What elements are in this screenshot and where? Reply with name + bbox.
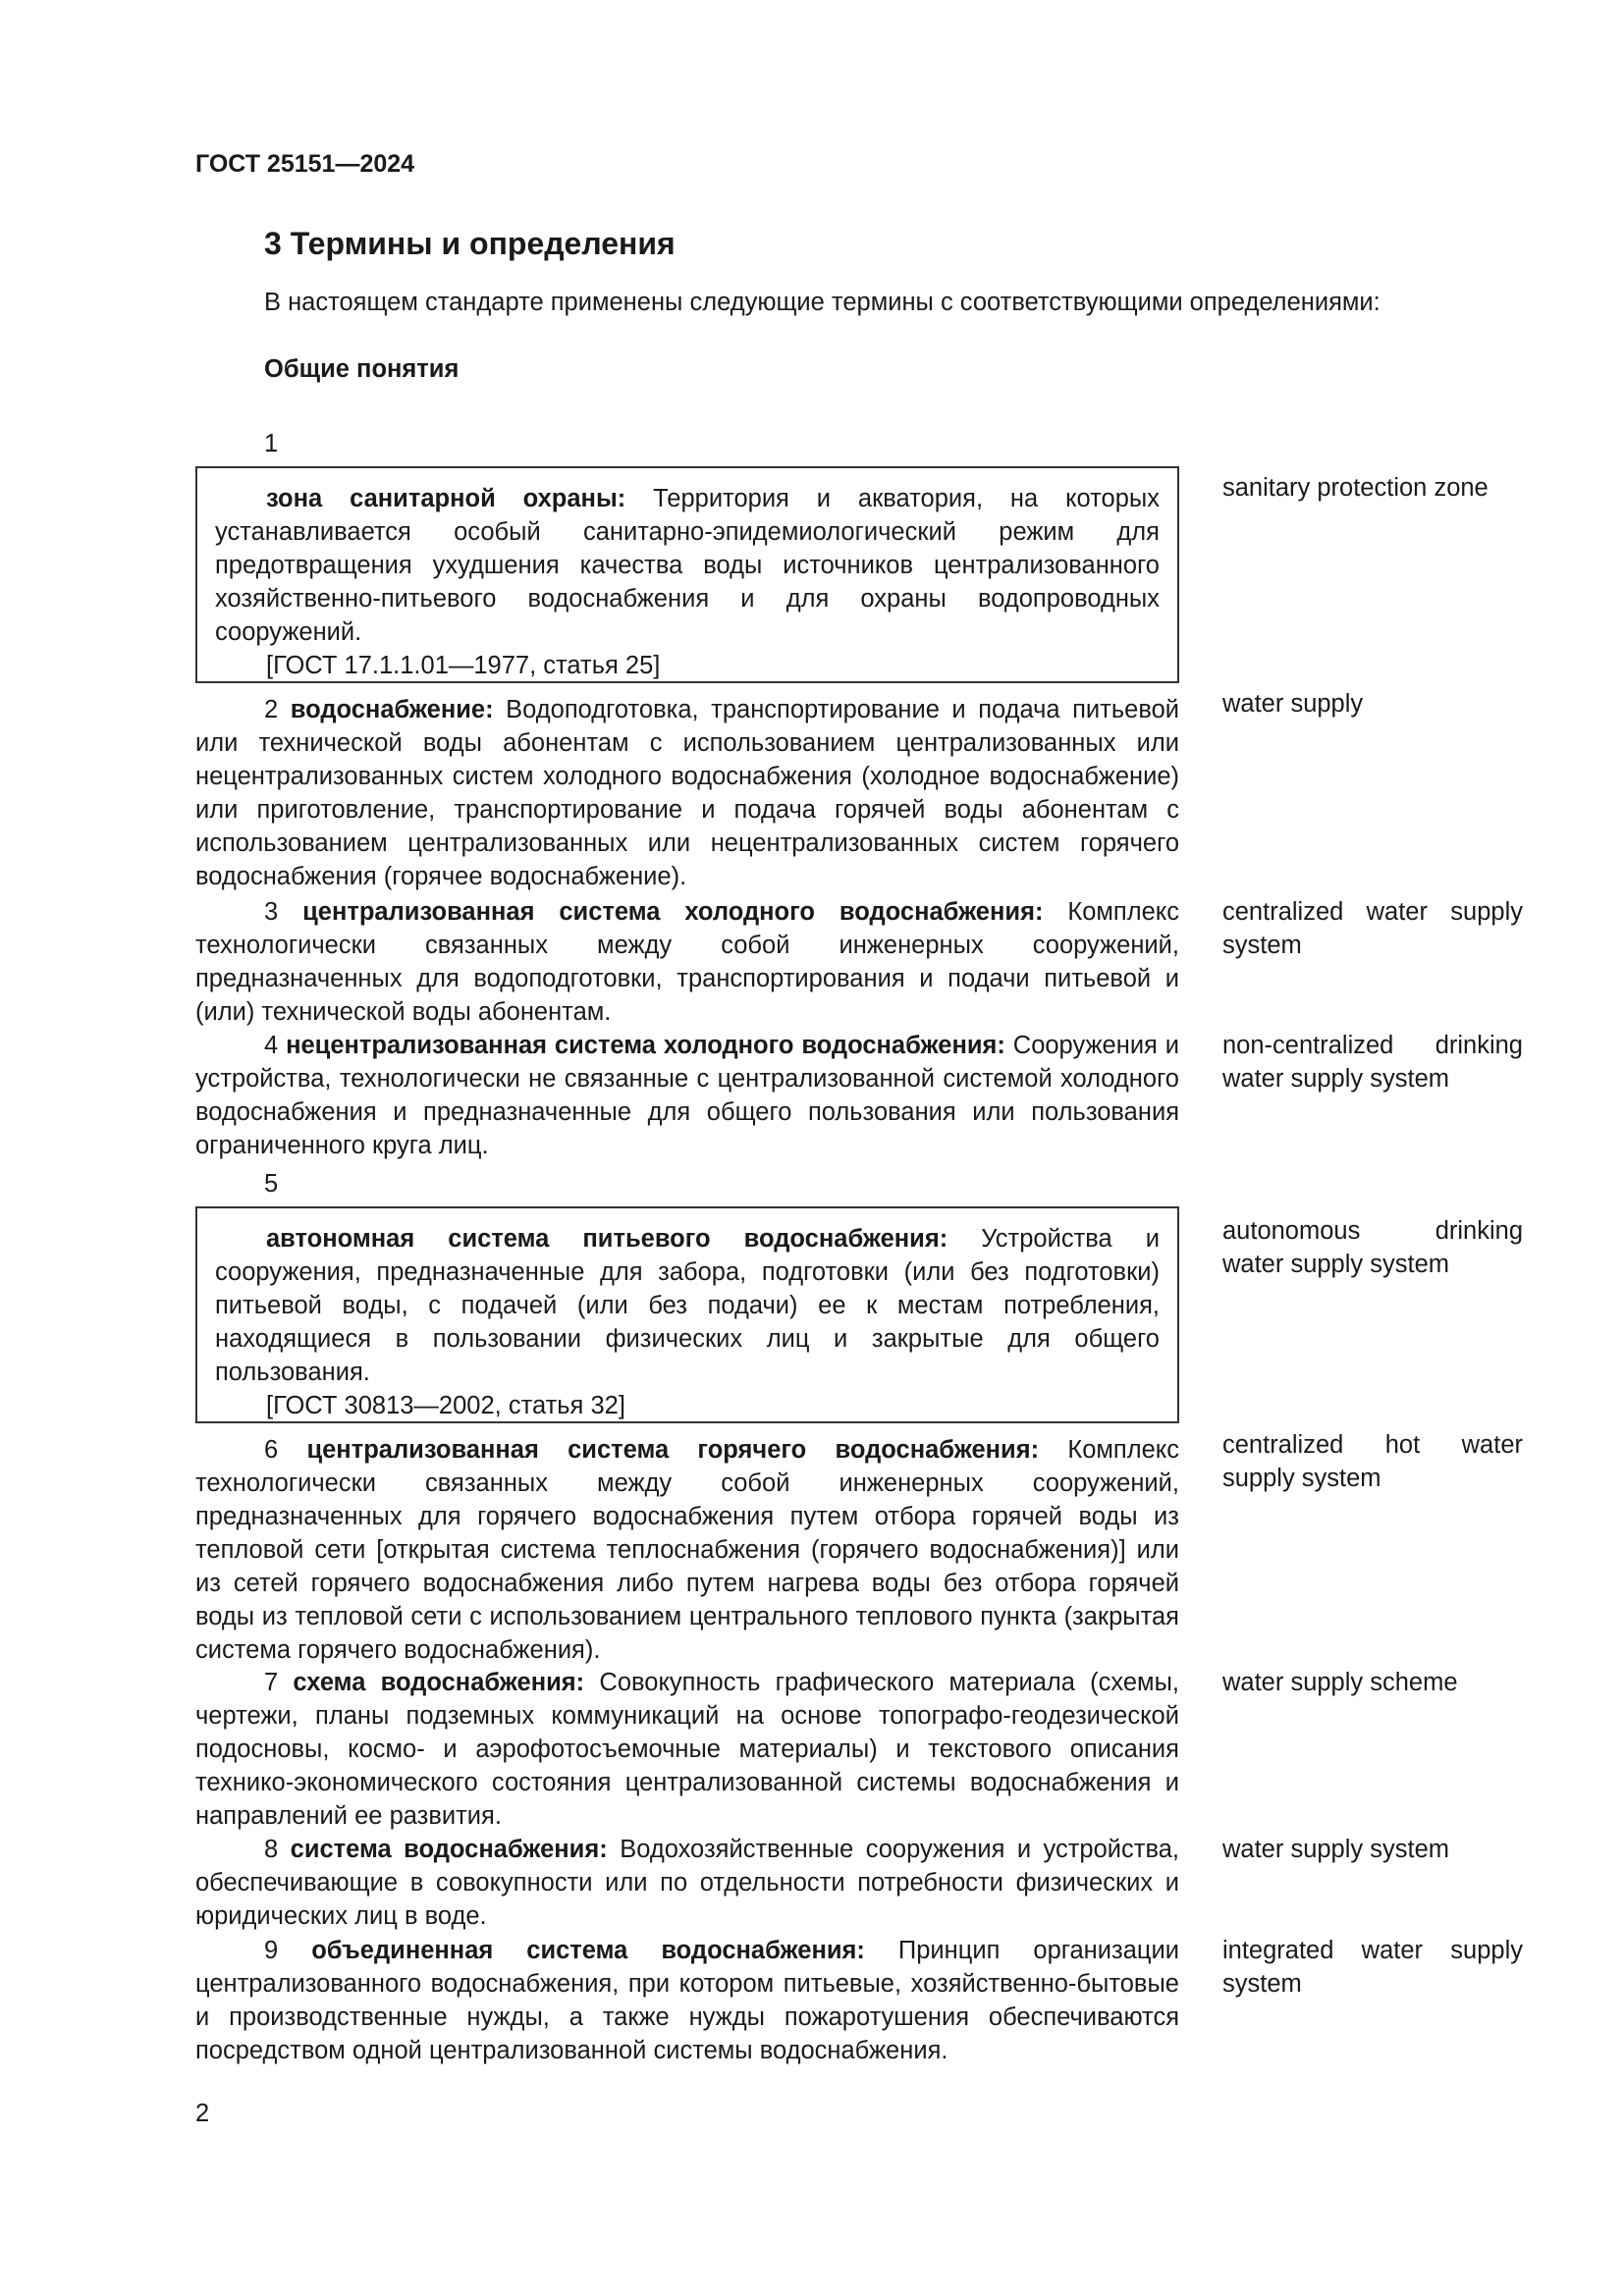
term-english: centralized water supply system <box>1222 898 1523 959</box>
term-english: sanitary protection zone <box>1222 474 1489 502</box>
term-name: централизованная система холодного водоснабжения: <box>302 898 1044 926</box>
term-box <box>195 466 1179 683</box>
term-entry <box>195 693 1179 893</box>
term-number: 7 <box>264 1669 279 1696</box>
term-number: 8 <box>264 1836 279 1863</box>
subheading: Общие понятия <box>264 355 460 383</box>
term-definition: Водохозяйственные сооружения и устройства, обеспечивающие в совокупности или по отдельности потребности физических и юридических лиц в воде. <box>195 1836 1179 1930</box>
term-definition: Устройства и сооружения, предназначенные для забора, подготовки (или без подготовки) питьевой воды, с подачей (или без подачи) ее к местам потребления, находящиеся в пользовании физических лиц и закрытые для общего пользования. <box>215 1225 1160 1386</box>
term-name: автономная система питьевого водоснабжения: <box>266 1225 948 1253</box>
term-definition: Комплекс технологически связанных между собой инженерных сооружений, предназначенных для горячего водоснабжения путем отбора горячей воды из тепловой сети [открытая система теплоснабжения (горячего водоснабжения)] или из сетей горячего водоснабжения либо путем нагрева воды без отбора горячей воды из тепловой сети с использованием центрального теплового пункта (закрытая система горячего водоснабжения). <box>195 1436 1179 1664</box>
term-name: нецентрализованная система холодного водоснабжения: <box>286 1032 1005 1059</box>
term-entry <box>195 1934 1179 2067</box>
term-entry <box>195 895 1179 1029</box>
term-english: centralized hot water supply system <box>1222 1431 1523 1492</box>
term-entry <box>195 1029 1179 1162</box>
term-name: зона санитарной охраны: <box>266 485 626 512</box>
term-entry <box>215 482 1160 649</box>
term-english: water supply <box>1222 690 1364 718</box>
term-number: 6 <box>264 1436 279 1464</box>
term-number: 4 <box>264 1032 279 1059</box>
term-number: 2 <box>264 696 279 723</box>
term-entry <box>195 1833 1179 1933</box>
term-definition: Сооружения и устройства, технологически не связанные с централизованной системой холодного водоснабжения и предназначенные для общего пользования или пользования ограниченного круга лиц. <box>195 1032 1179 1159</box>
term-definition: Территория и акватория, на которых устанавливается особый санитарно-эпидемиологический режим для предотвращения ухудшения качества воды источников централизованного хозяйственно-питьевого водоснабжения и для охраны водопроводных сооружений. <box>215 485 1160 646</box>
section-title: 3 Термины и определения <box>264 226 676 261</box>
term-number: 5 <box>264 1170 279 1198</box>
term-english: non-centralized drinking water supply system <box>1222 1032 1523 1093</box>
term-source: [ГОСТ 30813—2002, статья 32] <box>266 1392 625 1419</box>
section-intro: В настоящем стандарте применены следующие термины с соответствующими определениями: <box>264 289 1380 316</box>
term-english: water supply system <box>1222 1836 1449 1863</box>
term-name: схема водоснабжения: <box>293 1669 585 1696</box>
term-english: autonomous drinking water supply system <box>1222 1217 1523 1278</box>
term-number: 1 <box>264 430 279 457</box>
term-name: объединенная система водоснабжения: <box>311 1937 865 1964</box>
term-definition: Принцип организации централизованного водоснабжения, при котором питьевые, хозяйственно-бытовые и производственные нужды, а также нужды пожаротушения обеспечиваются посредством одной централизованной системы водоснабжения. <box>195 1937 1179 2064</box>
term-number: 9 <box>264 1937 279 1964</box>
term-definition: Комплекс технологически связанных между собой инженерных сооружений, предназначенных для водоподготовки, транспортирования и подачи питьевой и (или) технической воды абонентам. <box>195 898 1179 1026</box>
term-english: integrated water supply system <box>1222 1937 1523 1998</box>
term-entry <box>195 1433 1179 1667</box>
term-name: система водоснабжения: <box>290 1836 608 1863</box>
term-source: [ГОСТ 17.1.1.01—1977, статья 25] <box>266 652 661 679</box>
term-box <box>195 1206 1179 1423</box>
term-name: централизованная система горячего водоснабжения: <box>306 1436 1040 1464</box>
page-number: 2 <box>195 2100 210 2127</box>
term-entry <box>215 1222 1160 1389</box>
term-definition: Водоподготовка, транспортирование и подача питьевой или технической воды абонентам с использованием централизованных или нецентрализованных систем холодного водоснабжения (холодное водоснабжение) или приготовление, транспортирование и подача горячей воды абонентам с использованием централизованных или нецентрализованных систем горячего водоснабжения (горячее водоснабжение). <box>195 696 1180 890</box>
term-definition: Совокупность графического материала (схемы, чертежи, планы подземных коммуникаций на основе топографо-геодезической подосновы, космо- и аэрофотосъемочные материалы) и текстового описания технико-экономического состояния централизованной системы водоснабжения и направлений ее развития. <box>195 1669 1179 1830</box>
term-english: water supply scheme <box>1222 1669 1458 1696</box>
term-name: водоснабжение: <box>290 696 494 723</box>
term-entry <box>195 1666 1179 1833</box>
term-number: 3 <box>264 898 279 926</box>
document-id: ГОСТ 25151—2024 <box>195 150 415 178</box>
